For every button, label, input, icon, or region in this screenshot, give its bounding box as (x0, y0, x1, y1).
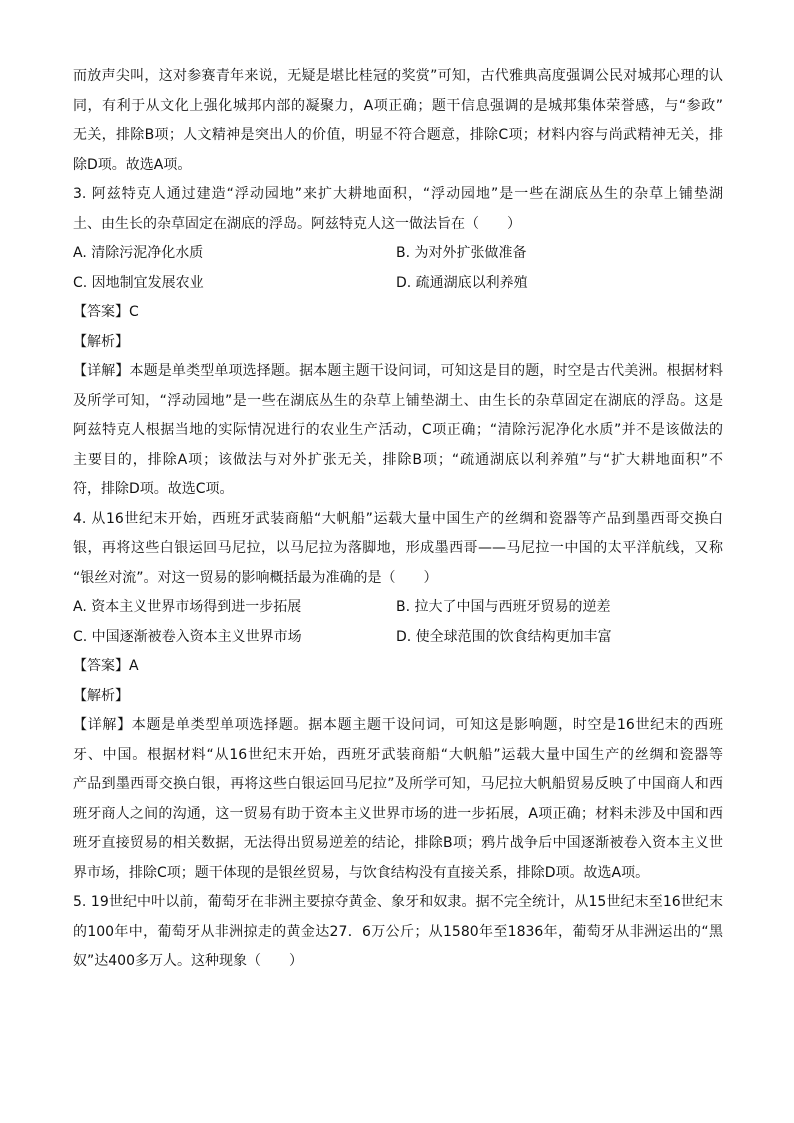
q3-option-a: A. 清除污泥净化水质 (73, 245, 204, 261)
q3-detail-line-5: 符，排除D项。故选C项。 (73, 481, 234, 497)
prev-explanation-line-4: 除D项。故选A项。 (73, 156, 192, 173)
q3-detail-line-1: 【详解】本题是单类型单项选择题。据本题主题干设问词，可知这是目的题，时空是古代美洲。根据材料 (73, 363, 723, 379)
prev-explanation-line-1: 而放声尖叫，这对参赛青年来说，无疑是堪比桂冠的奖赏”可知，古代雅典高度强调公民对城邦心理的认 (73, 68, 723, 84)
q4-options-row-1 (73, 593, 723, 623)
q4-detail-line-4: 班牙商人之间的沟通，这一贸易有助于资本主义世界市场的进一步拓展，A项正确；材料未涉及中国和西 (73, 805, 723, 822)
q3-option-b: B. 为对外扩张做准备 (396, 245, 527, 261)
q4-stem-line-3: “银丝对流”。对这一贸易的影响概括最为准确的是（ ） (73, 569, 438, 586)
q3-detail-line-2: 及所学可知，“浮动园地”是一些在湖底丛生的杂草上铺垫湖土、由生长的杂草固定在湖底的浮岛。这是 (73, 392, 723, 409)
q5-stem-line-3: 奴”达400多万人。这种现象（ ） (73, 953, 303, 969)
q3-option-d: D. 疏通湖底以利养殖 (396, 274, 528, 291)
q3-stem-line-2: 土、由生长的杂草固定在湖底的浮岛。阿兹特克人这一做法旨在（ ） (73, 215, 521, 232)
q4-option-a: A. 资本主义世界市场得到进一步拓展 (73, 599, 302, 615)
q3-option-c: C. 因地制宜发展农业 (73, 274, 204, 291)
q4-options-row-2 (73, 623, 723, 653)
q3-detail-line-4: 主要目的，排除A项；该做法与对外扩张无关，排除B项；“疏通湖底以利养殖”与“扩大耕地面积”不 (73, 451, 723, 468)
q4-detail-line-3: 产品到墨西哥交换白银，再将这些白银运回马尼拉”及所学可知，马尼拉大帆船贸易反映了中国商人和西 (73, 776, 723, 792)
q4-stem-line-2: 银，再将这些白银运回马尼拉，以马尼拉为落脚地，形成墨西哥——马尼拉一中国的太平洋航线，又称 (73, 540, 723, 556)
document-page (73, 62, 723, 977)
q3-stem-line-1: 3. 阿兹特克人通过建造“浮动园地”来扩大耕地面积，“浮动园地”是一些在湖底丛生的杂草上铺垫湖 (73, 186, 723, 202)
q3-options-row-2 (73, 269, 723, 299)
q4-detail-line-5: 班牙直接贸易的相关数据，无法得出贸易逆差的结论，排除B项；鸦片战争后中国逐渐被卷入资本主义世 (73, 835, 723, 851)
q4-option-b: B. 拉大了中国与西班牙贸易的逆差 (396, 599, 611, 615)
q3-analysis-label: 【解析】 (73, 333, 129, 350)
q3-detail-line-3: 阿兹特克人根据当地的实际情况进行的农业生产活动，C项正确；“清除污泥净化水质”并不是该做法的 (73, 422, 723, 438)
q4-option-c: C. 中国逐渐被卷入资本主义世界市场 (73, 628, 302, 645)
prev-explanation-line-3: 无关，排除B项；人文精神是突出人的价值，明显不符合题意，排除C项；材料内容与尚武精神无关，排 (73, 127, 723, 143)
q3-options-row-1 (73, 239, 723, 269)
q4-option-d: D. 使全球范围的饮食结构更加丰富 (396, 628, 612, 645)
q4-analysis-label: 【解析】 (73, 687, 129, 704)
q4-detail-line-1: 【详解】本题是单类型单项选择题。据本题主题干设问词，可知这是影响题，时空是16世纪末的西班 (73, 717, 723, 733)
prev-explanation-line-2: 同，有利于从文化上强化城邦内部的凝聚力，A项正确；题干信息强调的是城邦集体荣誉感，与“参政” (73, 97, 723, 114)
q4-detail-line-2: 牙、中国。根据材料“从16世纪末开始，西班牙武装商船“大帆船”运载大量中国生产的丝绸和瓷器等 (73, 746, 723, 763)
q5-stem-line-2: 的100年中，葡萄牙从非洲掠走的黄金达27．6万公斤；从1580年至1836年，葡萄牙从非洲运出的“黑 (73, 923, 723, 940)
q4-answer: 【答案】A (73, 658, 139, 674)
q4-stem-line-1: 4. 从16世纪末开始，西班牙武装商船“大帆船”运载大量中国生产的丝绸和瓷器等产品到墨西哥交换白 (73, 510, 723, 527)
q4-detail-line-6: 界市场，排除C项；题干体现的是银丝贸易，与饮食结构没有直接关系，排除D项。故选A项。 (73, 864, 650, 881)
q3-answer: 【答案】C (73, 304, 139, 320)
q5-stem-line-1: 5. 19世纪中叶以前，葡萄牙在非洲主要掠夺黄金、象牙和奴隶。据不完全统计，从15世纪末至16世纪末 (73, 894, 723, 910)
